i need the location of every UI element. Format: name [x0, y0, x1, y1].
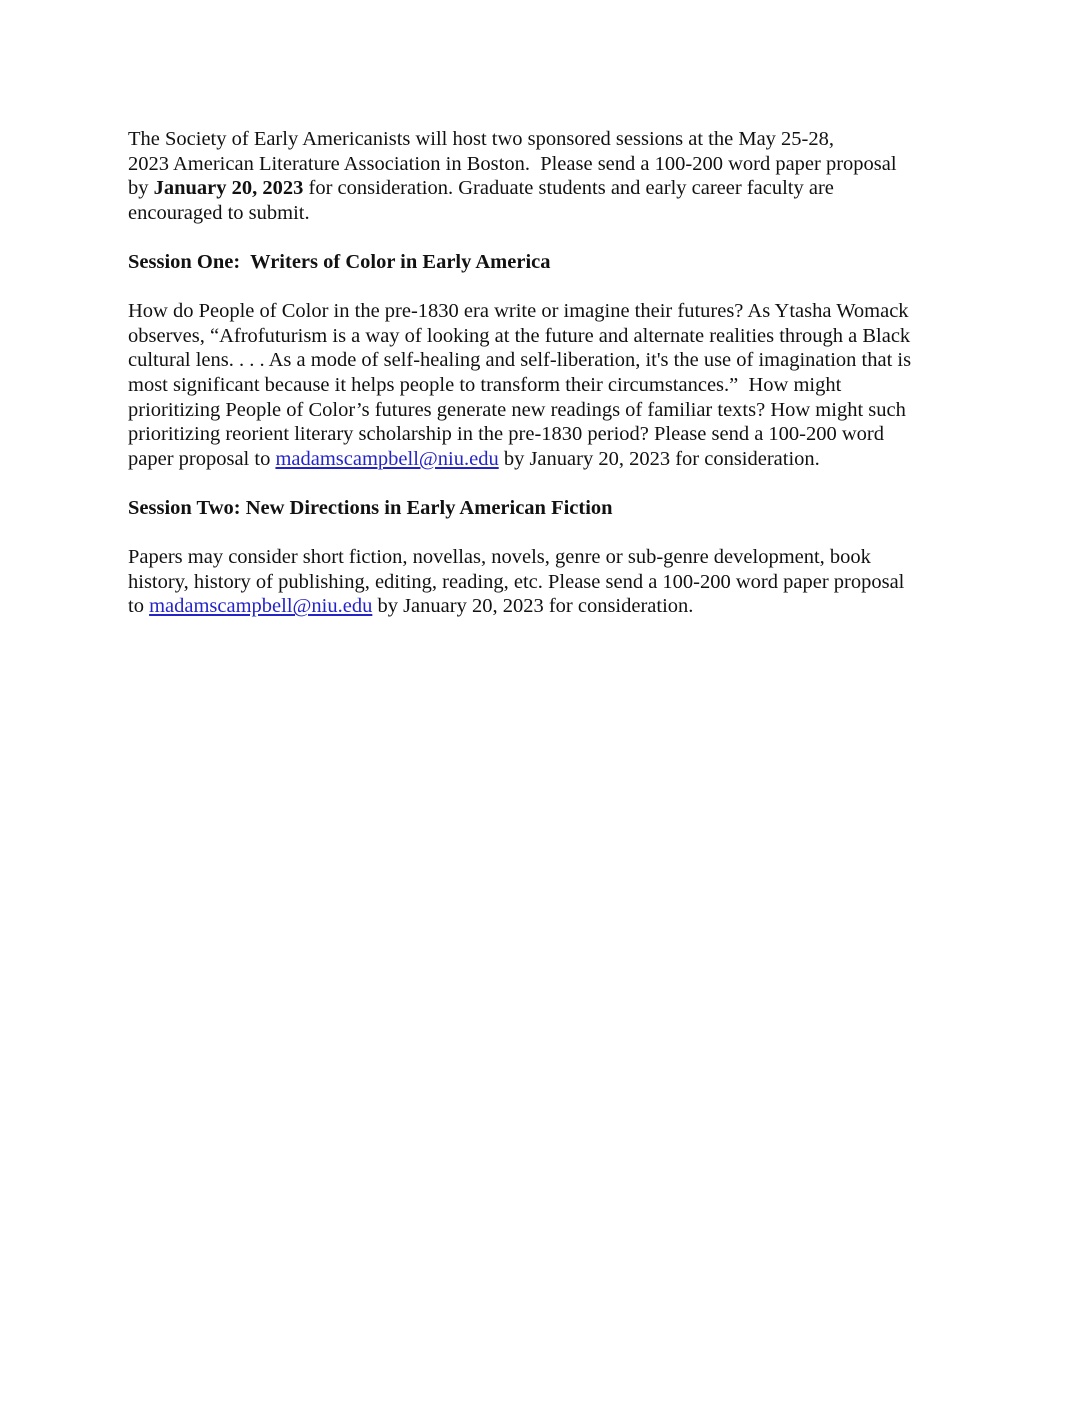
session-one-line-6: prioritizing reorient literary scholarship in the pre-1830 period? Please send a 100-200 word: [128, 423, 884, 446]
session-one-line-3: cultural lens. . . . As a mode of self-healing and self-liberation, it's the use of imagination that is: [128, 349, 912, 372]
session-one-line-7-suffix: by January 20, 2023 for consideration.: [498, 447, 820, 470]
intro-line-3-suffix: for consideration. Graduate students and early career faculty are: [303, 177, 834, 200]
session-two-email-link[interactable]: madamscampbell@niu.edu: [149, 595, 373, 618]
session-two-heading: Session Two: New Directions in Early American Fiction: [128, 496, 613, 519]
session-two-paragraph: [128, 545, 958, 619]
session-one-paragraph: [128, 299, 958, 471]
session-two-line-1: Papers may consider short fiction, novellas, novels, genre or sub-genre development, book: [128, 546, 871, 569]
session-two-line-3-suffix: by January 20, 2023 for consideration.: [372, 595, 694, 618]
deadline-date: January 20, 2023: [153, 177, 304, 200]
spacer: [128, 225, 958, 250]
session-two-line-2: history, history of publishing, editing, reading, etc. Please send a 100-200 word paper proposal: [128, 570, 905, 593]
session-one-line-7: [128, 447, 958, 472]
session-one-line-2: observes, “Afrofuturism is a way of looking at the future and alternate realities through a Black: [128, 324, 911, 347]
intro-paragraph: [128, 127, 958, 225]
session-two-line-3: [128, 594, 958, 619]
intro-line-3: [128, 176, 958, 201]
intro-line-1: The Society of Early Americanists will host two sponsored sessions at the May 25-28,: [128, 128, 835, 150]
spacer: [128, 521, 958, 546]
session-one-heading: Session One: Writers of Color in Early America: [128, 250, 551, 273]
spacer: [128, 471, 958, 496]
intro-line-2: 2023 American Literature Association in Boston. Please send a 100-200 word paper proposal: [128, 152, 897, 175]
intro-line-4: encouraged to submit.: [128, 201, 310, 224]
session-one-email-link[interactable]: madamscampbell@niu.edu: [275, 447, 499, 470]
spacer: [128, 275, 958, 300]
document-body: [128, 127, 958, 619]
session-one-line-7-prefix: paper proposal to: [128, 447, 276, 470]
session-one-line-4: most significant because it helps people to transform their circumstances.” How might: [128, 373, 842, 396]
session-one-line-5: prioritizing People of Color’s futures generate new readings of familiar texts? How might such: [128, 398, 906, 421]
session-one-line-1: How do People of Color in the pre-1830 era write or imagine their futures? As Ytasha Womack: [128, 300, 909, 323]
session-two-line-3-prefix: to: [128, 595, 150, 618]
intro-line-3-prefix: by: [128, 177, 154, 200]
